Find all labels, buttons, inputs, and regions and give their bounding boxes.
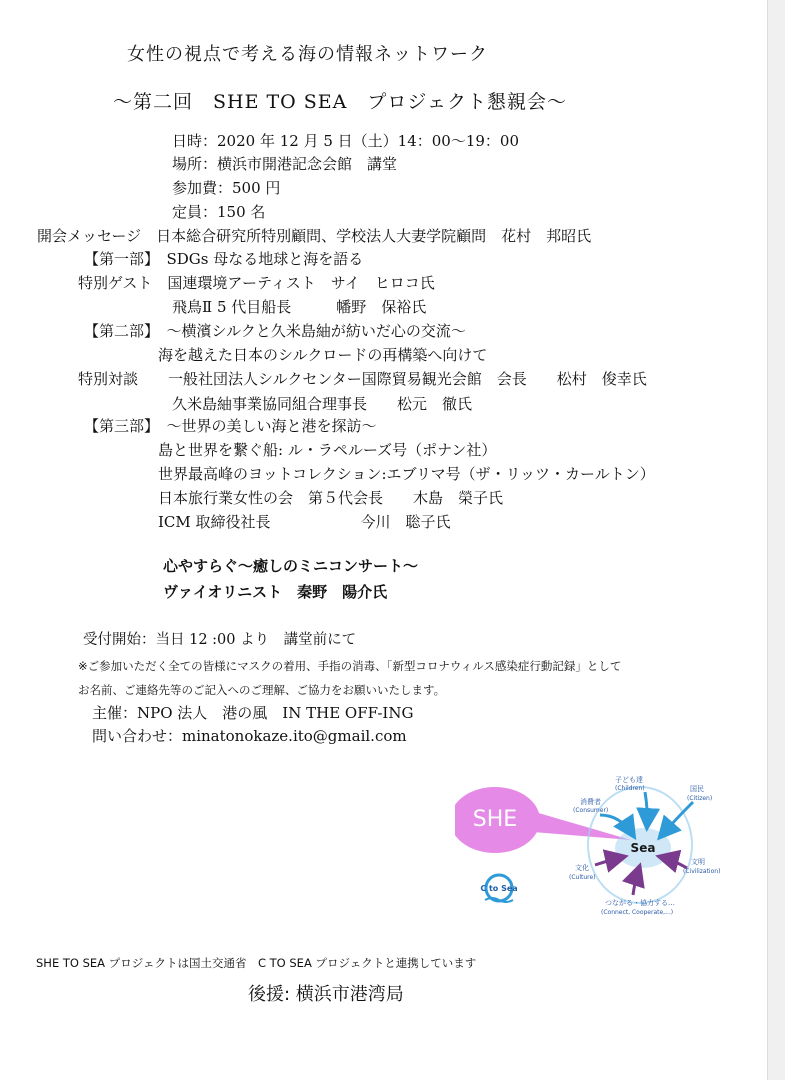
event-place: 場所：横浜市開港記念会館 講堂 (172, 155, 398, 173)
scrollbar[interactable] (767, 0, 785, 1080)
culture-arrow (595, 857, 623, 865)
part2-talk-line: 特別対談 一般社団法人シルクセンター国際貿易観光会館 会長 松村 俊幸氏 (78, 370, 647, 388)
part3-item: 日本旅行業女性の会 第５代会長 木島 榮子氏 (158, 489, 504, 507)
part2-title: 【第二部】 〜横濱シルクと久米島紬が紡いだ心の交流〜 (84, 322, 466, 340)
civilization-label: 文明 (691, 858, 705, 866)
citizen-arrow (661, 802, 693, 836)
sea-label: Sea (630, 841, 656, 855)
children-label-en: (Children) (615, 785, 645, 792)
support-line: 後援: 横浜市港湾局 (248, 984, 404, 1005)
event-capacity: 定員：150 名 (172, 203, 266, 221)
contact-email[interactable]: 問い合わせ：minatonokaze.ito@gmail.com (92, 727, 407, 745)
children-arrow (645, 792, 647, 826)
she-to-sea-logo (455, 760, 725, 930)
concert-performer: ヴァイオリニスト 秦野 陽介氏 (163, 583, 388, 601)
connect-label-en: (Connect, Cooperate,...) (601, 909, 674, 916)
part1-guest-line: 飛鳥Ⅱ 5 代目船長 幡野 保裕氏 (172, 298, 427, 316)
part3-title: 【第三部】 〜世界の美しい海と港を探訪〜 (84, 417, 377, 435)
culture-label-en: (Culture) (569, 874, 596, 881)
partnership-note: SHE TO SEA プロジェクトは国土交通省 C TO SEA プロジェクトと連携しています (36, 956, 477, 970)
citizen-label: 国民 (690, 785, 704, 793)
culture-label: 文化 (575, 864, 589, 872)
civilization-label-en: (Civilization) (683, 868, 721, 875)
organizer: 主催：NPO 法人 港の風 IN THE OFF-ING (92, 704, 414, 722)
part2-talk-line: 久米島紬事業協同組合理事長 松元 徹氏 (172, 395, 473, 413)
event-fee: 参加費：500 円 (172, 179, 281, 197)
consumer-label-en: (Consumer) (573, 807, 609, 814)
opening-message: 開会メッセージ 日本総合研究所特別顧問、学校法人大妻学院顧問 花村 邦昭氏 (37, 227, 592, 245)
concert-title: 心やすらぐ〜癒しのミニコンサート〜 (163, 557, 419, 575)
part1-guest-line: 特別ゲスト 国連環境アーティスト サイ ヒロコ氏 (78, 274, 435, 292)
notice-text: お名前、ご連絡先等のご記入へのご理解、ご協力をお願いいたします。 (78, 683, 446, 697)
connect-arrow (633, 868, 639, 895)
part1-title: 【第一部】 SDGs 母なる地球と海を語る (84, 250, 364, 268)
part3-item: 世界最高峰のヨットコレクション:エブリマ号（ザ・リッツ・カールトン） (158, 465, 655, 483)
civilization-arrow (661, 857, 687, 868)
she-bubble-tail (533, 812, 631, 840)
consumer-label: 消費者 (580, 798, 601, 806)
flyer-subtitle: 〜第二回 SHE TO SEA プロジェクト懇親会〜 (113, 91, 568, 113)
she-label: SHE (472, 807, 518, 832)
ctosea-label: C to Sea (480, 884, 518, 893)
flyer-title: 女性の視点で考える海の情報ネットワーク (127, 44, 488, 65)
children-label: 子ども達 (615, 776, 643, 784)
connect-label: つながる・協力する… (605, 899, 675, 907)
event-date: 日時：2020 年 12 月 5 日（土）14：00〜19：00 (172, 132, 519, 150)
part3-item: ICM 取締役社長 今川 聡子氏 (158, 513, 451, 531)
she-to-sea-diagram (455, 760, 725, 930)
citizen-label-en: (Citizen) (687, 795, 713, 802)
reception-info: 受付開始：当日 12 :00 より 講堂前にて (83, 632, 357, 648)
part2-subtitle: 海を越えた日本のシルクロードの再構築へ向けて (158, 346, 488, 364)
notice-text: ※ご参加いただく全ての皆様にマスクの着用、手指の消毒、「新型コロナウィルス感染症行動記録」として (78, 659, 622, 673)
part3-item: 島と世界を繋ぐ船: ル・ラペルーズ号（ポナン社） (158, 441, 497, 459)
